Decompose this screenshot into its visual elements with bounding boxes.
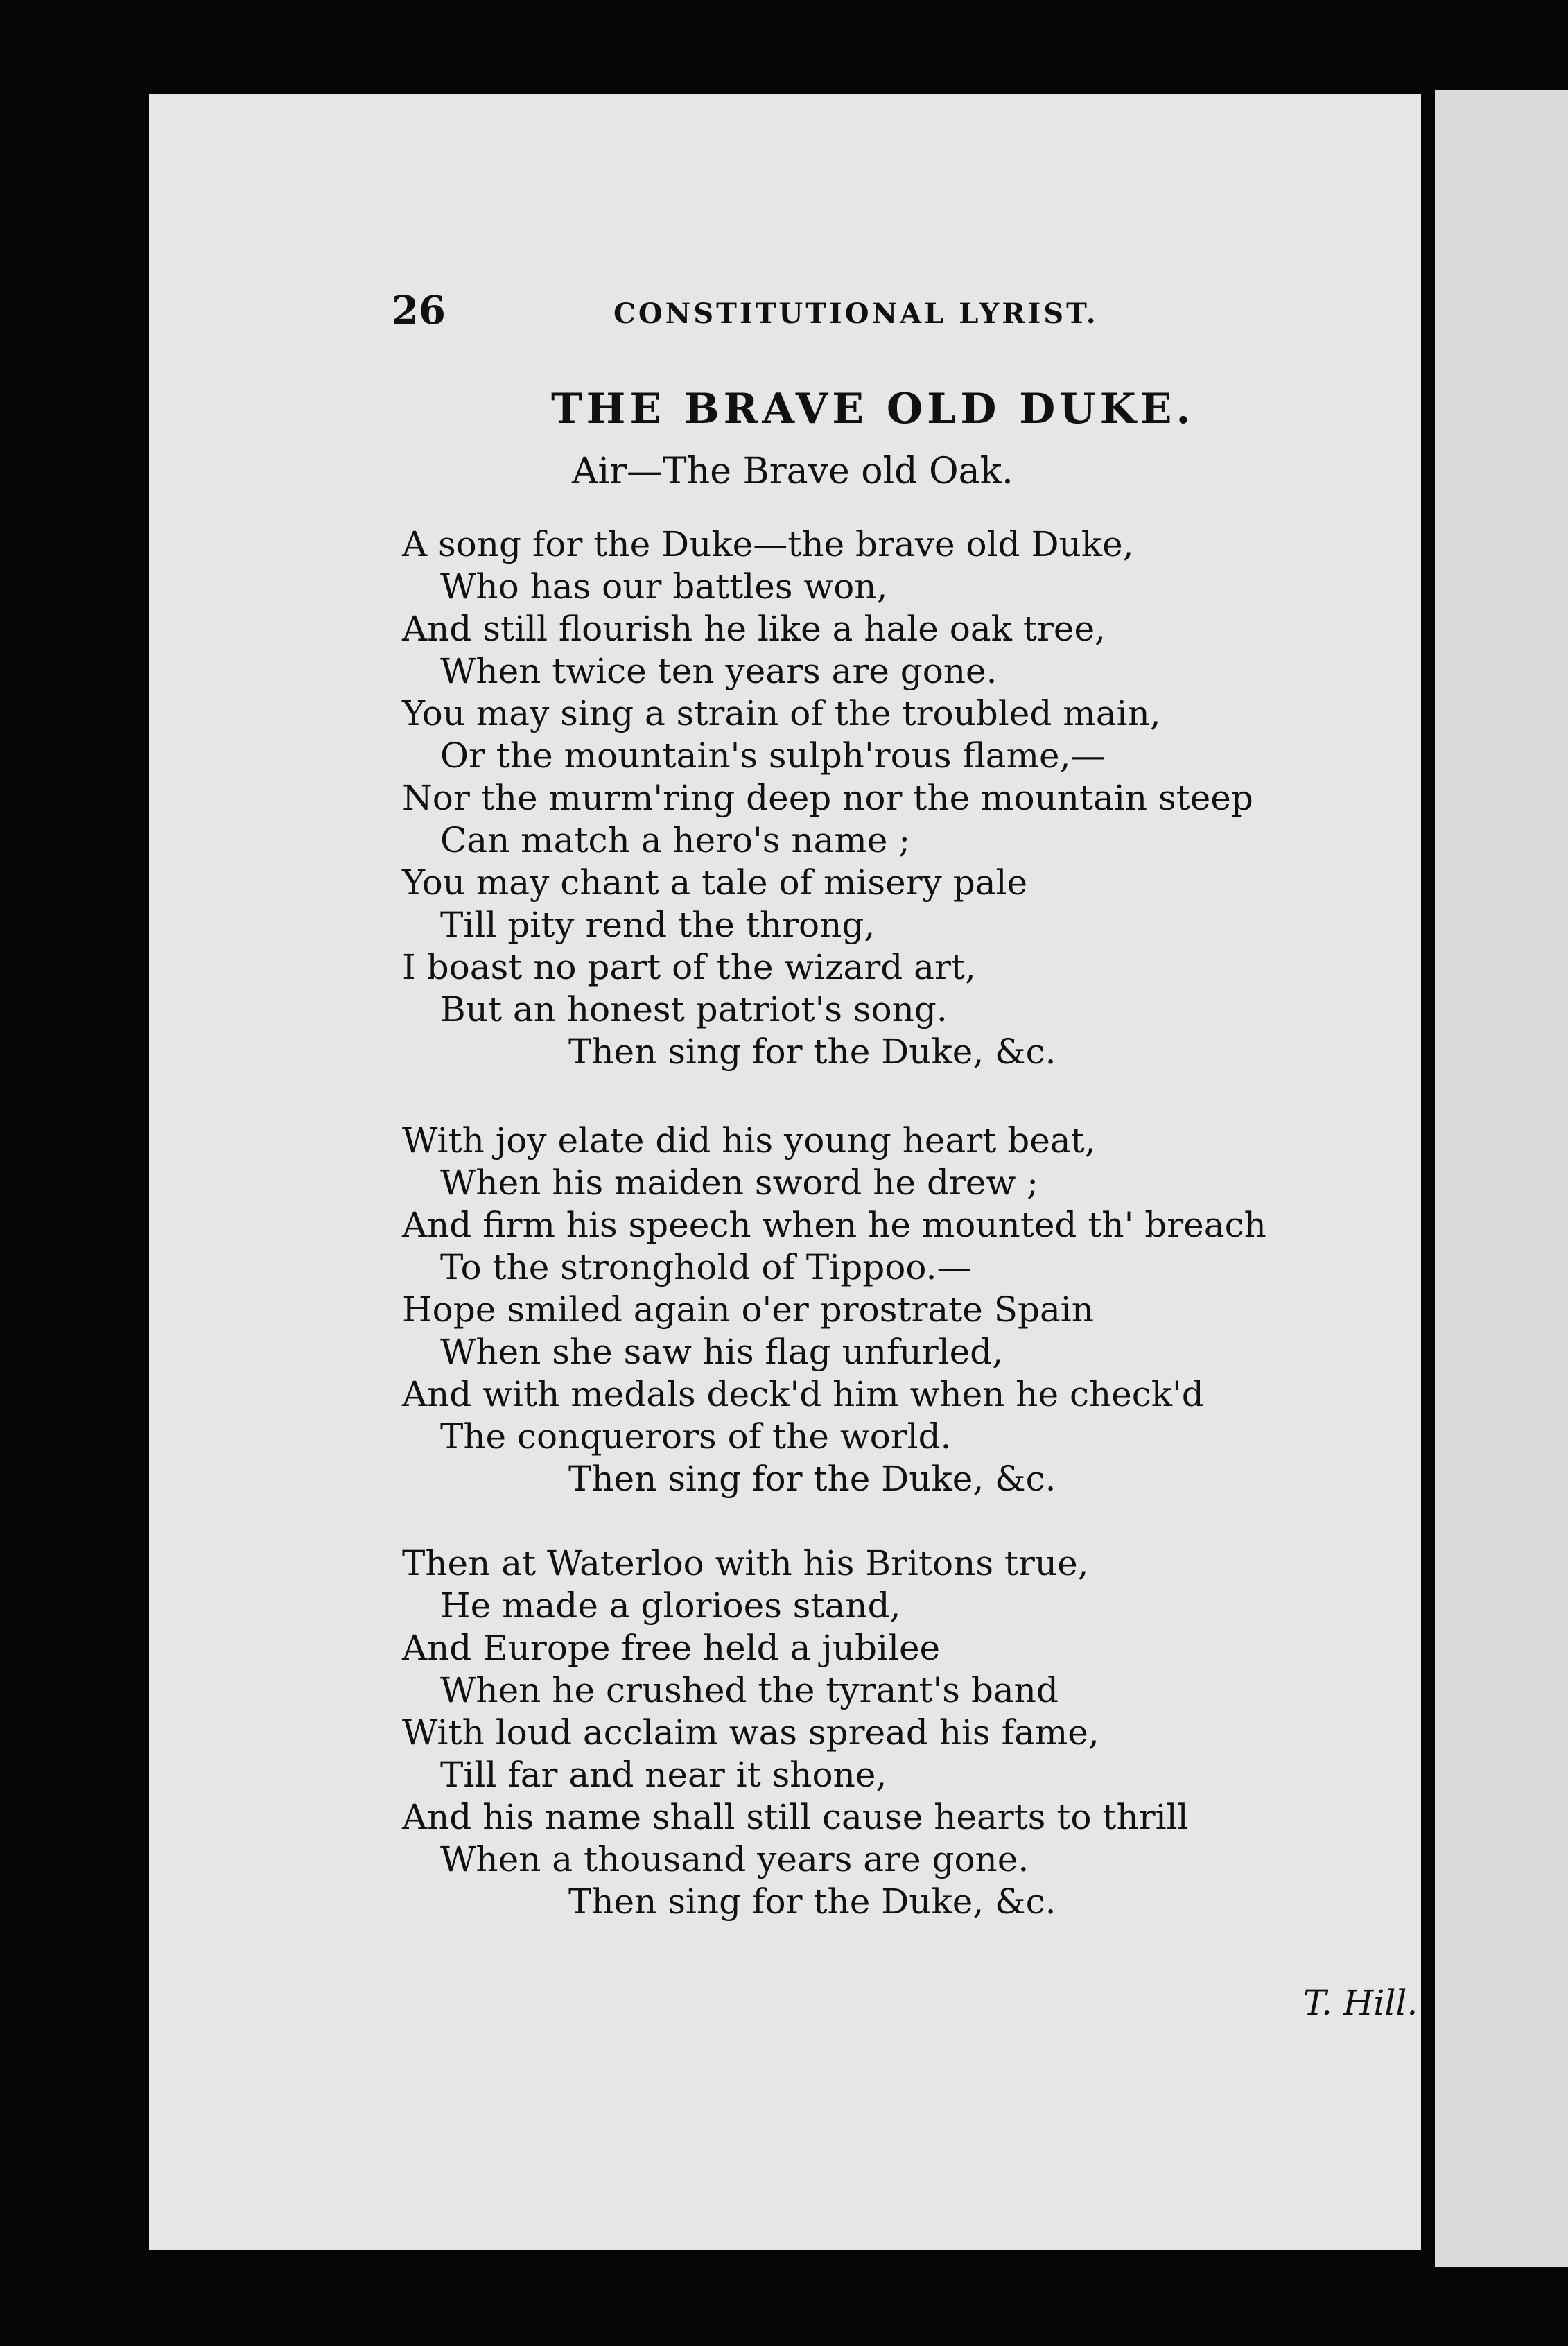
stanza-line: To the stronghold of Tippoo.— [440,1247,972,1287]
stanza-line: A song for the Duke—the brave old Duke, [402,524,1134,564]
stanza-2 [402,1120,1266,1500]
song-title: THE BRAVE OLD DUKE. [551,385,1195,433]
stanza-refrain: Then sing for the Duke, &c. [568,1459,1056,1499]
stanza-refrain: Then sing for the Duke, &c. [568,1882,1056,1922]
page-header [149,288,1421,350]
page-number: 26 [392,288,446,333]
stanza-line: And firm his speech when he mounted th' breach [402,1205,1266,1245]
stanza-line: Who has our battles won, [440,566,888,607]
stanza-line: The conquerors of the world. [440,1416,952,1457]
book-page [149,94,1421,2250]
stanza-line: With joy elate did his young heart beat, [402,1120,1096,1161]
adjacent-page-edge [1435,90,1568,2267]
stanza-line: Nor the murm'ring deep nor the mountain steep [402,778,1253,818]
stanza-refrain: Then sing for the Duke, &c. [568,1032,1056,1072]
stanza-line: But an honest patriot's song. [440,989,948,1029]
stanza-line: Till pity rend the throng, [440,905,876,945]
stanza-3 [402,1543,1189,1923]
stanza-1 [402,523,1253,1073]
stanza-line: And Europe free held a jubilee [402,1628,941,1668]
stanza-line: When a thousand years are gone. [440,1839,1029,1879]
stanza-line: With loud acclaim was spread his fame, [402,1712,1099,1753]
stanza-line: Till far and near it shone, [440,1755,887,1795]
stanza-line: And still flourish he like a hale oak tree, [402,609,1106,649]
song-air: Air—The Brave old Oak. [572,451,1013,492]
stanza-line: And his name shall still cause hearts to thrill [402,1797,1189,1837]
author-attribution: T. Hill. [1303,1983,1418,2023]
stanza-line: When he crushed the tyrant's band [440,1670,1059,1710]
stanza-line: And with medals deck'd him when he check'd [402,1374,1204,1414]
stanza-line: Or the mountain's sulph'rous flame,— [440,736,1106,776]
running-head: CONSTITUTIONAL LYRIST. [613,297,1099,330]
stanza-line: You may chant a tale of misery pale [402,862,1028,903]
stanza-line: When twice ten years are gone. [440,651,998,691]
stanza-line: Hope smiled again o'er prostrate Spain [402,1289,1094,1330]
stanza-line: He made a glorioes stand, [440,1585,901,1626]
stanza-line: When his maiden sword he drew ; [440,1163,1039,1203]
stanza-line: You may sing a strain of the troubled main, [402,693,1161,733]
stanza-line: Can match a hero's name ; [440,820,911,860]
stanza-line: Then at Waterloo with his Britons true, [402,1543,1089,1583]
stanza-line: I boast no part of the wizard art, [402,947,976,987]
stanza-line: When she saw his flag unfurled, [440,1332,1004,1372]
